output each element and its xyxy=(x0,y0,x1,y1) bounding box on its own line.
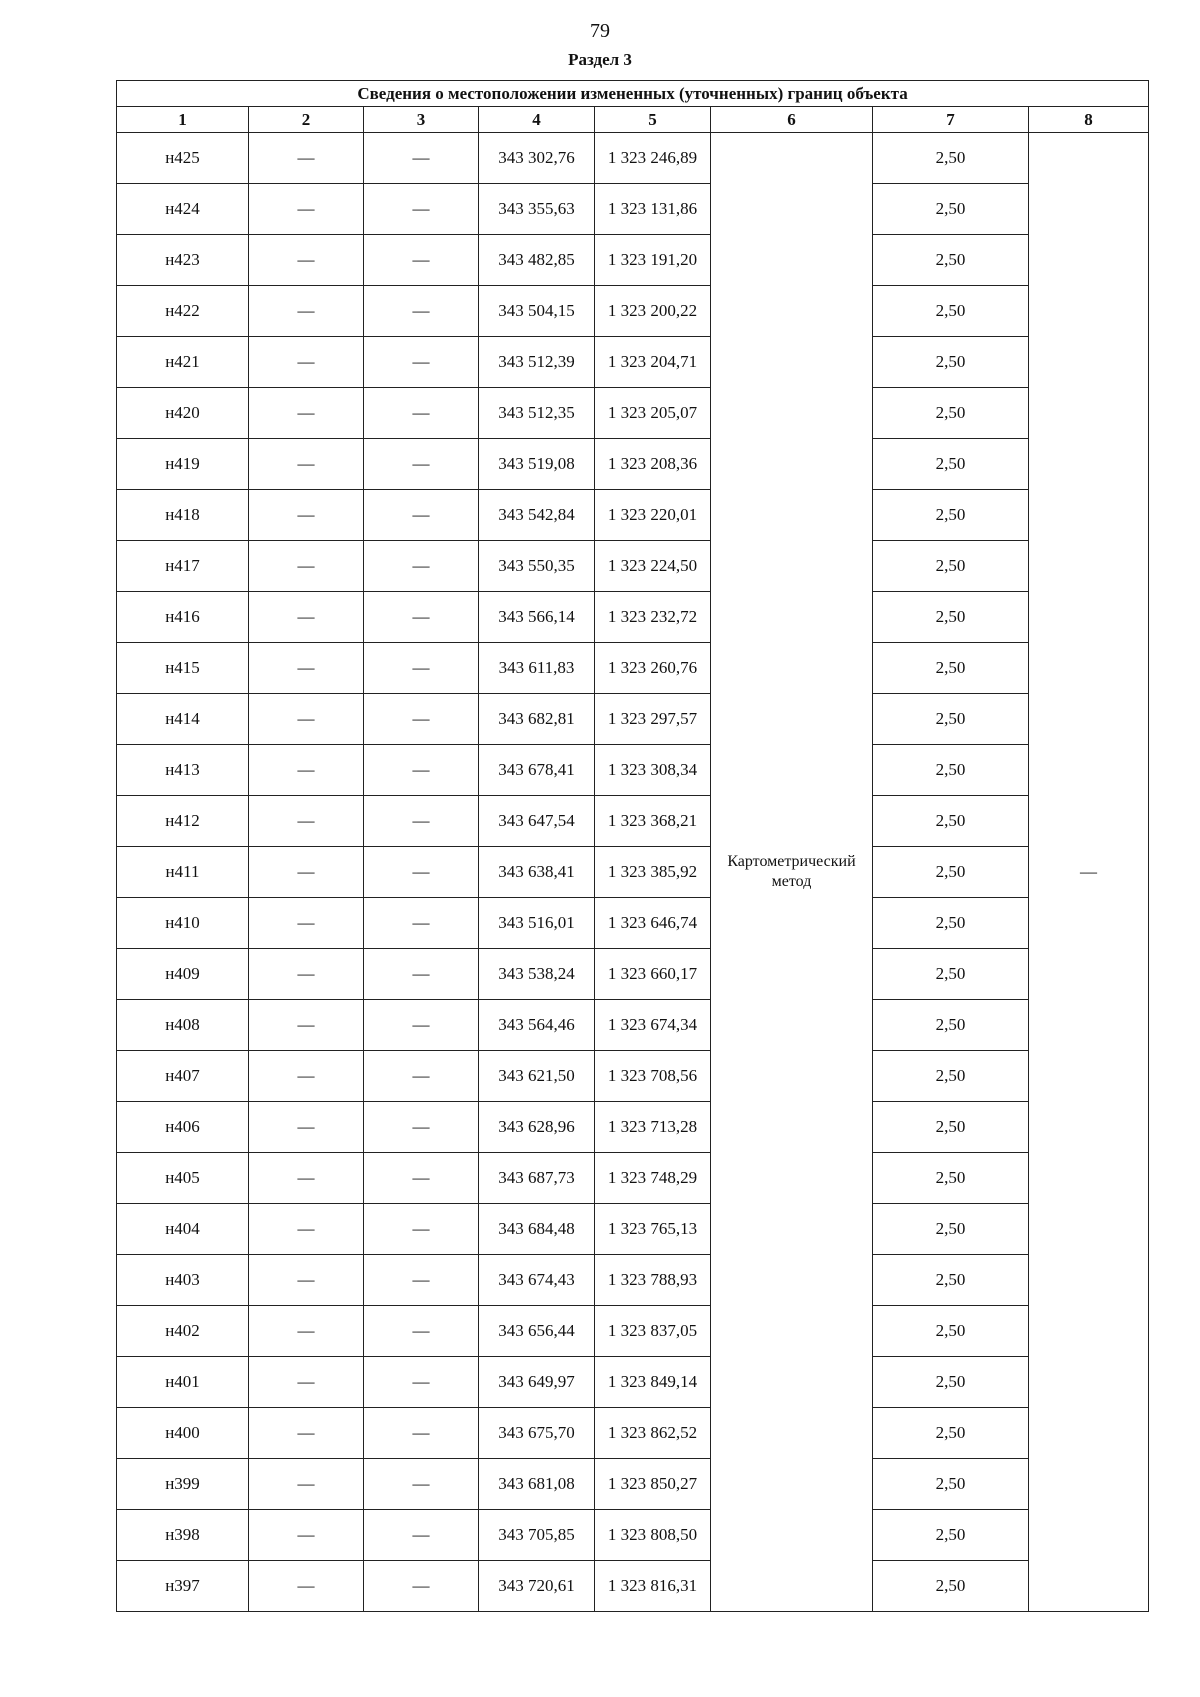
point-label: н409 xyxy=(117,949,249,1000)
dash-cell: — xyxy=(249,541,364,592)
accuracy-value: 2,50 xyxy=(873,1204,1029,1255)
dash-cell: — xyxy=(364,1153,479,1204)
point-label: н425 xyxy=(117,133,249,184)
dash-cell: — xyxy=(249,133,364,184)
column-number: 2 xyxy=(249,107,364,133)
point-label: н408 xyxy=(117,1000,249,1051)
dash-cell: — xyxy=(249,1204,364,1255)
coordinate-x: 343 649,97 xyxy=(479,1357,595,1408)
dash-cell: — xyxy=(249,898,364,949)
dash-cell: — xyxy=(249,1510,364,1561)
coordinate-y: 1 323 713,28 xyxy=(595,1102,711,1153)
coordinate-y: 1 323 260,76 xyxy=(595,643,711,694)
coordinate-x: 343 674,43 xyxy=(479,1255,595,1306)
table-row xyxy=(117,745,1149,796)
coordinate-y: 1 323 837,05 xyxy=(595,1306,711,1357)
table-row xyxy=(117,1000,1149,1051)
point-label: н398 xyxy=(117,1510,249,1561)
coordinate-y: 1 323 646,74 xyxy=(595,898,711,949)
coordinate-y: 1 323 308,34 xyxy=(595,745,711,796)
dash-cell: — xyxy=(364,490,479,541)
dash-cell: — xyxy=(364,1306,479,1357)
table-row xyxy=(117,694,1149,745)
coordinate-x: 343 519,08 xyxy=(479,439,595,490)
dash-cell: — xyxy=(249,592,364,643)
dash-cell: — xyxy=(249,1000,364,1051)
point-label: н402 xyxy=(117,1306,249,1357)
dash-cell: — xyxy=(249,1102,364,1153)
point-label: н423 xyxy=(117,235,249,286)
column8-cell: — xyxy=(1029,133,1149,1612)
table-row xyxy=(117,949,1149,1000)
dash-cell: — xyxy=(364,541,479,592)
dash-cell: — xyxy=(249,388,364,439)
accuracy-value: 2,50 xyxy=(873,388,1029,439)
dash-cell: — xyxy=(364,184,479,235)
table-row xyxy=(117,1051,1149,1102)
point-label: н420 xyxy=(117,388,249,439)
accuracy-value: 2,50 xyxy=(873,1102,1029,1153)
point-label: н422 xyxy=(117,286,249,337)
dash-cell: — xyxy=(364,286,479,337)
table-row xyxy=(117,1510,1149,1561)
boundary-coordinates-table xyxy=(116,80,1149,1612)
table-row xyxy=(117,847,1149,898)
coordinate-y: 1 323 748,29 xyxy=(595,1153,711,1204)
column-number: 1 xyxy=(117,107,249,133)
coordinate-x: 343 681,08 xyxy=(479,1459,595,1510)
coordinate-x: 343 564,46 xyxy=(479,1000,595,1051)
dash-cell: — xyxy=(364,694,479,745)
coordinate-x: 343 538,24 xyxy=(479,949,595,1000)
accuracy-value: 2,50 xyxy=(873,1459,1029,1510)
point-label: н415 xyxy=(117,643,249,694)
coordinate-x: 343 687,73 xyxy=(479,1153,595,1204)
coordinate-y: 1 323 131,86 xyxy=(595,184,711,235)
dash-cell: — xyxy=(364,337,479,388)
coordinate-y: 1 323 660,17 xyxy=(595,949,711,1000)
coordinate-y: 1 323 246,89 xyxy=(595,133,711,184)
dash-cell: — xyxy=(249,1306,364,1357)
accuracy-value: 2,50 xyxy=(873,694,1029,745)
dash-cell: — xyxy=(364,1000,479,1051)
table-row xyxy=(117,286,1149,337)
table-row xyxy=(117,1561,1149,1612)
coordinate-y: 1 323 191,20 xyxy=(595,235,711,286)
accuracy-value: 2,50 xyxy=(873,745,1029,796)
dash-cell: — xyxy=(249,439,364,490)
table-row xyxy=(117,1459,1149,1510)
coordinate-x: 343 542,84 xyxy=(479,490,595,541)
coordinate-y: 1 323 765,13 xyxy=(595,1204,711,1255)
dash-cell: — xyxy=(364,1357,479,1408)
accuracy-value: 2,50 xyxy=(873,490,1029,541)
table-row xyxy=(117,592,1149,643)
coordinate-x: 343 355,63 xyxy=(479,184,595,235)
table-row xyxy=(117,337,1149,388)
dash-cell: — xyxy=(249,1357,364,1408)
coordinate-y: 1 323 368,21 xyxy=(595,796,711,847)
table-row xyxy=(117,898,1149,949)
accuracy-value: 2,50 xyxy=(873,643,1029,694)
table-row xyxy=(117,1306,1149,1357)
coordinate-x: 343 566,14 xyxy=(479,592,595,643)
coordinate-y: 1 323 205,07 xyxy=(595,388,711,439)
accuracy-value: 2,50 xyxy=(873,286,1029,337)
coordinate-y: 1 323 850,27 xyxy=(595,1459,711,1510)
coordinate-x: 343 512,39 xyxy=(479,337,595,388)
dash-cell: — xyxy=(364,745,479,796)
table-row xyxy=(117,133,1149,184)
accuracy-value: 2,50 xyxy=(873,949,1029,1000)
accuracy-value: 2,50 xyxy=(873,1153,1029,1204)
dash-cell: — xyxy=(364,1051,479,1102)
dash-cell: — xyxy=(364,1255,479,1306)
point-label: н405 xyxy=(117,1153,249,1204)
accuracy-value: 2,50 xyxy=(873,133,1029,184)
coordinate-y: 1 323 385,92 xyxy=(595,847,711,898)
point-label: н416 xyxy=(117,592,249,643)
coordinate-y: 1 323 224,50 xyxy=(595,541,711,592)
table-row xyxy=(117,1153,1149,1204)
dash-cell: — xyxy=(249,949,364,1000)
dash-cell: — xyxy=(249,745,364,796)
accuracy-value: 2,50 xyxy=(873,337,1029,388)
table-row xyxy=(117,1255,1149,1306)
point-label: н399 xyxy=(117,1459,249,1510)
accuracy-value: 2,50 xyxy=(873,1561,1029,1612)
table-row xyxy=(117,1408,1149,1459)
coordinate-y: 1 323 862,52 xyxy=(595,1408,711,1459)
accuracy-value: 2,50 xyxy=(873,1306,1029,1357)
accuracy-value: 2,50 xyxy=(873,439,1029,490)
dash-cell: — xyxy=(249,694,364,745)
coordinate-x: 343 504,15 xyxy=(479,286,595,337)
point-label: н410 xyxy=(117,898,249,949)
accuracy-value: 2,50 xyxy=(873,847,1029,898)
dash-cell: — xyxy=(364,643,479,694)
point-label: н418 xyxy=(117,490,249,541)
accuracy-value: 2,50 xyxy=(873,1357,1029,1408)
dash-cell: — xyxy=(364,388,479,439)
dash-cell: — xyxy=(364,1204,479,1255)
coordinate-x: 343 611,83 xyxy=(479,643,595,694)
coordinate-y: 1 323 788,93 xyxy=(595,1255,711,1306)
table-row xyxy=(117,235,1149,286)
coordinate-x: 343 682,81 xyxy=(479,694,595,745)
coordinate-y: 1 323 808,50 xyxy=(595,1510,711,1561)
dash-cell: — xyxy=(364,1561,479,1612)
dash-cell: — xyxy=(364,1408,479,1459)
coordinate-x: 343 512,35 xyxy=(479,388,595,439)
accuracy-value: 2,50 xyxy=(873,541,1029,592)
point-label: н407 xyxy=(117,1051,249,1102)
dash-cell: — xyxy=(249,1561,364,1612)
table-row xyxy=(117,1102,1149,1153)
dash-cell: — xyxy=(364,592,479,643)
dash-cell: — xyxy=(364,796,479,847)
column-number: 8 xyxy=(1029,107,1149,133)
column-number: 5 xyxy=(595,107,711,133)
column-number: 3 xyxy=(364,107,479,133)
dash-cell: — xyxy=(249,1255,364,1306)
coordinate-x: 343 705,85 xyxy=(479,1510,595,1561)
coordinate-x: 343 302,76 xyxy=(479,133,595,184)
coordinate-x: 343 550,35 xyxy=(479,541,595,592)
accuracy-value: 2,50 xyxy=(873,235,1029,286)
dash-cell: — xyxy=(249,235,364,286)
coordinate-x: 343 621,50 xyxy=(479,1051,595,1102)
accuracy-value: 2,50 xyxy=(873,898,1029,949)
column-number: 7 xyxy=(873,107,1029,133)
accuracy-value: 2,50 xyxy=(873,796,1029,847)
table-caption: Сведения о местоположении измененных (уточненных) границ объекта xyxy=(117,81,1149,107)
dash-cell: — xyxy=(364,439,479,490)
dash-cell: — xyxy=(249,286,364,337)
point-label: н401 xyxy=(117,1357,249,1408)
point-label: н397 xyxy=(117,1561,249,1612)
coordinate-x: 343 684,48 xyxy=(479,1204,595,1255)
accuracy-value: 2,50 xyxy=(873,1408,1029,1459)
table-row xyxy=(117,796,1149,847)
coordinate-y: 1 323 220,01 xyxy=(595,490,711,541)
dash-cell: — xyxy=(249,1459,364,1510)
point-label: н403 xyxy=(117,1255,249,1306)
dash-cell: — xyxy=(249,1408,364,1459)
dash-cell: — xyxy=(249,643,364,694)
dash-cell: — xyxy=(364,1459,479,1510)
dash-cell: — xyxy=(364,1102,479,1153)
table-row xyxy=(117,439,1149,490)
dash-cell: — xyxy=(249,490,364,541)
coordinate-y: 1 323 849,14 xyxy=(595,1357,711,1408)
dash-cell: — xyxy=(249,337,364,388)
table-row xyxy=(117,1357,1149,1408)
coordinate-y: 1 323 204,71 xyxy=(595,337,711,388)
coordinate-y: 1 323 708,56 xyxy=(595,1051,711,1102)
dash-cell: — xyxy=(364,1510,479,1561)
dash-cell: — xyxy=(364,847,479,898)
dash-cell: — xyxy=(364,898,479,949)
accuracy-value: 2,50 xyxy=(873,184,1029,235)
table-body xyxy=(117,133,1149,1612)
column-number: 6 xyxy=(711,107,873,133)
point-label: н406 xyxy=(117,1102,249,1153)
accuracy-value: 2,50 xyxy=(873,1051,1029,1102)
coordinate-y: 1 323 297,57 xyxy=(595,694,711,745)
coordinate-y: 1 323 674,34 xyxy=(595,1000,711,1051)
coordinate-x: 343 516,01 xyxy=(479,898,595,949)
coordinate-x: 343 675,70 xyxy=(479,1408,595,1459)
point-label: н413 xyxy=(117,745,249,796)
dash-cell: — xyxy=(249,1051,364,1102)
coordinate-y: 1 323 200,22 xyxy=(595,286,711,337)
coordinate-x: 343 638,41 xyxy=(479,847,595,898)
coordinate-x: 343 628,96 xyxy=(479,1102,595,1153)
coordinate-x: 343 678,41 xyxy=(479,745,595,796)
dash-cell: — xyxy=(249,847,364,898)
dash-cell: — xyxy=(364,235,479,286)
table-row xyxy=(117,184,1149,235)
point-label: н419 xyxy=(117,439,249,490)
coordinate-y: 1 323 232,72 xyxy=(595,592,711,643)
column-number-row xyxy=(117,107,1149,133)
column-number: 4 xyxy=(479,107,595,133)
point-label: н400 xyxy=(117,1408,249,1459)
dash-cell: — xyxy=(249,184,364,235)
dash-cell: — xyxy=(364,133,479,184)
method-cell: Картометрический метод xyxy=(711,133,873,1612)
table-row xyxy=(117,541,1149,592)
section-title: Раздел 3 xyxy=(568,50,632,69)
accuracy-value: 2,50 xyxy=(873,592,1029,643)
table-row xyxy=(117,643,1149,694)
coordinate-x: 343 482,85 xyxy=(479,235,595,286)
accuracy-value: 2,50 xyxy=(873,1255,1029,1306)
point-label: н411 xyxy=(117,847,249,898)
point-label: н421 xyxy=(117,337,249,388)
dash-cell: — xyxy=(364,949,479,1000)
coordinate-y: 1 323 208,36 xyxy=(595,439,711,490)
dash-cell: — xyxy=(249,1153,364,1204)
point-label: н417 xyxy=(117,541,249,592)
dash-cell: — xyxy=(249,796,364,847)
page-number: 79 xyxy=(590,20,610,42)
accuracy-value: 2,50 xyxy=(873,1510,1029,1561)
point-label: н412 xyxy=(117,796,249,847)
accuracy-value: 2,50 xyxy=(873,1000,1029,1051)
point-label: н424 xyxy=(117,184,249,235)
table-row xyxy=(117,490,1149,541)
table-row xyxy=(117,388,1149,439)
table-row xyxy=(117,1204,1149,1255)
coordinate-y: 1 323 816,31 xyxy=(595,1561,711,1612)
coordinate-x: 343 656,44 xyxy=(479,1306,595,1357)
point-label: н404 xyxy=(117,1204,249,1255)
coordinate-x: 343 647,54 xyxy=(479,796,595,847)
point-label: н414 xyxy=(117,694,249,745)
coordinate-x: 343 720,61 xyxy=(479,1561,595,1612)
